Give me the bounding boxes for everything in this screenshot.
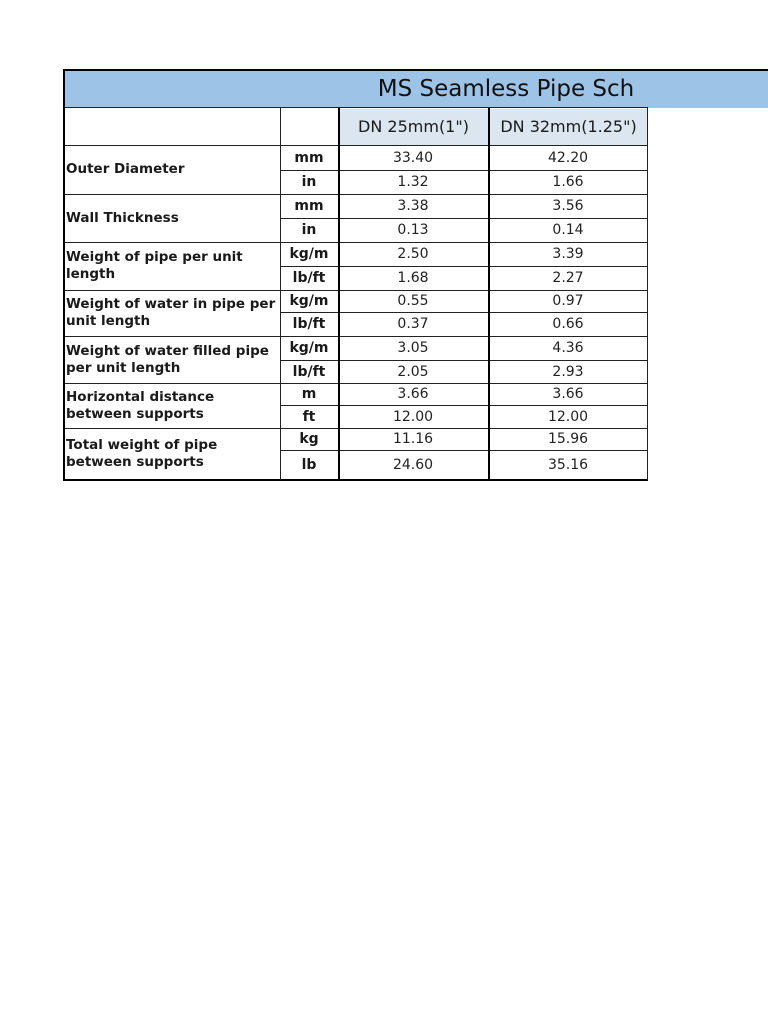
grid-line (280, 218, 648, 219)
grid-line (64, 107, 648, 108)
unit-cell: lb/ft (292, 270, 326, 286)
value-cell: 3.39 (552, 246, 584, 262)
grid-line (338, 108, 340, 480)
value-cell: 3.56 (552, 198, 584, 214)
grid-line (64, 383, 648, 384)
unit-cell: kg (299, 431, 319, 447)
unit-cell: in (301, 222, 317, 238)
row-label: Total weight of pipe between supports (66, 436, 218, 470)
value-cell: 1.68 (397, 270, 429, 286)
row-label: Weight of water in pipe per unit length (66, 296, 276, 329)
grid-line (64, 242, 648, 243)
value-cell: 3.05 (397, 340, 429, 356)
value-cell: 12.00 (547, 408, 589, 425)
value-cell: 11.16 (392, 431, 434, 447)
grid-line (64, 336, 648, 337)
grid-line (280, 108, 281, 480)
unit-cell: in (301, 174, 317, 190)
column-header: DN 25mm(1") (339, 109, 488, 145)
value-cell: 24.60 (392, 456, 434, 473)
column-header: DN 32mm(1.25") (489, 109, 648, 145)
grid-line (64, 69, 768, 71)
value-cell: 12.00 (392, 408, 434, 425)
grid-line (647, 108, 648, 480)
row-label: Weight of water filled pipe per unit length (66, 342, 269, 376)
grid-line (280, 405, 648, 406)
unit-cell: mm (294, 198, 324, 214)
unit-cell: m (301, 386, 317, 402)
value-cell: 0.14 (552, 222, 584, 238)
unit-cell: lb/ft (292, 316, 326, 332)
value-cell: 3.66 (397, 386, 429, 402)
value-cell: 2.05 (397, 363, 429, 380)
unit-cell: kg/m (289, 293, 329, 309)
unit-cell: kg/m (289, 340, 329, 356)
value-cell: 2.93 (552, 363, 584, 380)
grid-line (280, 450, 648, 451)
grid-line (280, 312, 648, 313)
grid-line (63, 69, 65, 481)
unit-cell: lb/ft (292, 363, 326, 380)
value-cell: 35.16 (547, 456, 589, 473)
value-cell: 2.50 (397, 246, 429, 262)
unit-cell: kg/m (289, 246, 329, 262)
row-label: Outer Diameter (66, 161, 185, 177)
value-cell: 3.66 (552, 386, 584, 402)
value-cell: 33.40 (392, 149, 434, 166)
row-label: Horizontal distance between supports (66, 388, 215, 422)
unit-cell: mm (294, 149, 324, 166)
value-cell: 0.13 (397, 222, 429, 238)
value-cell: 1.66 (552, 174, 584, 190)
value-cell: 3.38 (397, 198, 429, 214)
header-label-blank (64, 108, 280, 145)
value-cell: 15.96 (547, 431, 589, 447)
value-cell: 0.55 (397, 293, 429, 309)
value-cell: 42.20 (547, 149, 589, 166)
unit-cell: ft (302, 408, 316, 425)
header-unit-blank (280, 108, 338, 145)
row-label: Wall Thickness (66, 209, 179, 226)
grid-line (280, 266, 648, 267)
row-label: Weight of pipe per unit length (66, 249, 243, 282)
value-cell: 0.37 (397, 316, 429, 332)
grid-line (64, 428, 648, 429)
grid-line (64, 479, 648, 481)
value-cell: 0.97 (552, 293, 584, 309)
grid-line (64, 290, 648, 291)
table-title (64, 70, 648, 108)
table-title-text: MS Seamless Pipe Sch (377, 76, 635, 102)
value-cell: 2.27 (552, 270, 584, 286)
grid-line (280, 360, 648, 361)
value-cell: 0.66 (552, 316, 584, 332)
unit-cell: lb (301, 456, 317, 473)
grid-line (488, 108, 490, 480)
value-cell: 4.36 (552, 340, 584, 356)
grid-line (64, 194, 648, 195)
value-cell: 1.32 (397, 174, 429, 190)
grid-line (64, 145, 648, 146)
grid-line (280, 170, 648, 171)
